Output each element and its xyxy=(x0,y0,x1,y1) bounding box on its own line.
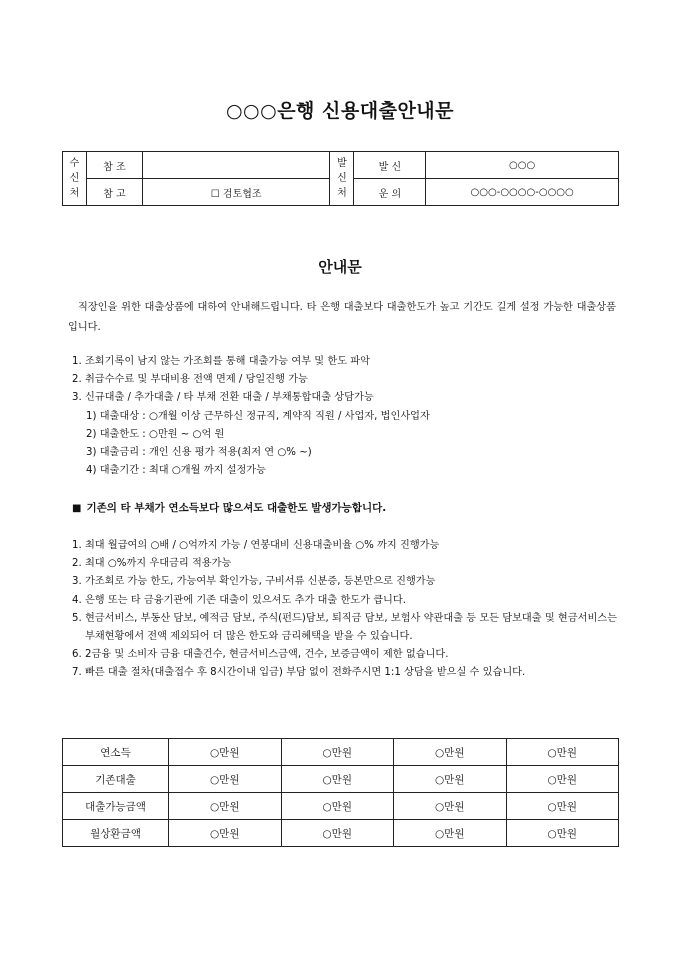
table-cell: ○만원 xyxy=(394,739,507,766)
list-item: 3. 가조회로 가능 한도, 가능여부 확인가능, 구비서류 신분증, 등본만으로 진행가능 xyxy=(72,576,436,588)
table-row xyxy=(63,766,619,793)
list-item: 7. 빠른 대출 절차(대출접수 후 8시간이내 입금) 부담 없이 전화주시면 1:1 상담을 받으실 수 있습니다. xyxy=(72,667,526,679)
list-item: 4. 은행 또는 타 금융기관에 기존 대출이 있으셔도 추가 대출 한도가 큽니다. xyxy=(72,594,406,606)
table-cell: ○만원 xyxy=(394,766,507,793)
table-row xyxy=(63,820,619,847)
table-cell: ○만원 xyxy=(169,793,282,820)
table-cell: ○만원 xyxy=(169,739,282,766)
row-label: 대출가능금액 xyxy=(63,793,169,820)
finance-table xyxy=(62,738,619,847)
list-item: 2. 취급수수료 및 부대비용 전액 면제 / 당일진행 가능 xyxy=(72,374,308,386)
table-cell: ○만원 xyxy=(281,766,394,793)
sender-value: ○○○ xyxy=(426,152,619,179)
list-item: 1. 최대 월급여의 ○배 / ○억까지 가능 / 연봉대비 신용대출비율 ○% 까지 진행가능 xyxy=(72,540,440,551)
list-item: 2. 최대 ○%까지 우대금리 적용가능 xyxy=(72,558,232,570)
sender-sub-label: 발 신 xyxy=(354,152,426,179)
table-cell: ○만원 xyxy=(169,820,282,847)
routing-table xyxy=(62,151,619,206)
intro-paragraph: 직장인을 위한 대출상품에 대하여 안내해드립니다. 타 은행 대출보다 대출한도가 높고 기간도 길게 설정 가능한 대출상품입니다. xyxy=(68,302,616,333)
table-cell: ○만원 xyxy=(394,793,507,820)
section-subtitle: 안내문 xyxy=(318,258,362,276)
table-row xyxy=(63,739,619,766)
sub-list-item: 3) 대출금리 : 개인 신용 평가 적용(최저 연 ○% ~) xyxy=(86,447,312,459)
table-cell: ○만원 xyxy=(506,739,619,766)
table-cell: ○만원 xyxy=(169,766,282,793)
cc-value: 검토협조 xyxy=(222,188,262,200)
table-cell: ○만원 xyxy=(506,793,619,820)
list-item: 3. 신규대출 / 추가대출 / 타 부채 전환 대출 / 부채통합대출 상담가능 xyxy=(72,392,374,404)
cc-label: 참 고 xyxy=(86,179,142,206)
row-label: 연소득 xyxy=(63,739,169,766)
sub-list-item: 1) 대출대상 : ○개월 이상 근무하신 정규직, 계약직 직원 / 사업자, 법인사업자 xyxy=(86,410,430,422)
checkbox-icon[interactable]: ☐ xyxy=(210,188,220,200)
notice-line xyxy=(72,500,620,515)
table-cell: ○만원 xyxy=(506,820,619,847)
notice-text: 기존의 타 부채가 연소득보다 많으셔도 대출한도 발생가능합니다. xyxy=(86,502,387,514)
square-bullet-icon: ■ xyxy=(72,503,82,514)
table-cell: ○만원 xyxy=(281,820,394,847)
inquiry-value: ○○○-○○○○-○○○○ xyxy=(426,179,619,206)
ref-label: 참 조 xyxy=(86,152,142,179)
list-item: 5. 현금서비스, 부동산 담보, 예적금 담보, 주식(펀드)담보, 퇴직금 담보, 보험사 약관대출 등 모든 담보대출 및 현금서비스는 부채현황에서 전액 제외되어 더 많은 한도와 금리혜택을 받을 수 있습니다. xyxy=(72,612,617,643)
list-item: 1. 조회기록이 남지 않는 가조회를 통해 대출가능 여부 및 한도 파악 xyxy=(72,356,370,367)
cc-cell xyxy=(142,179,330,206)
feature-list xyxy=(72,353,620,480)
benefit-list xyxy=(72,537,620,683)
inquiry-label: 운 의 xyxy=(354,179,426,206)
sub-list-item: 4) 대출기간 : 최대 ○개월 까지 설정가능 xyxy=(86,465,266,477)
sender-label: 발 신 처 xyxy=(330,152,354,206)
table-cell: ○만원 xyxy=(394,820,507,847)
row-label: 월상환금액 xyxy=(63,820,169,847)
table-cell: ○만원 xyxy=(281,793,394,820)
document-title: ○○○은행 신용대출안내문 xyxy=(225,100,455,122)
sub-list-item: 2) 대출한도 : ○만원 ~ ○억 원 xyxy=(86,428,225,440)
row-label: 기존대출 xyxy=(63,766,169,793)
list-item: 6. 2금융 및 소비자 금융 대출건수, 현금서비스금액, 건수, 보증금액이 제한 없습니다. xyxy=(72,649,449,661)
table-row xyxy=(63,793,619,820)
recipient-label: 수 신 처 xyxy=(63,152,87,206)
ref-value xyxy=(142,152,330,179)
table-cell: ○만원 xyxy=(281,739,394,766)
table-cell: ○만원 xyxy=(506,766,619,793)
